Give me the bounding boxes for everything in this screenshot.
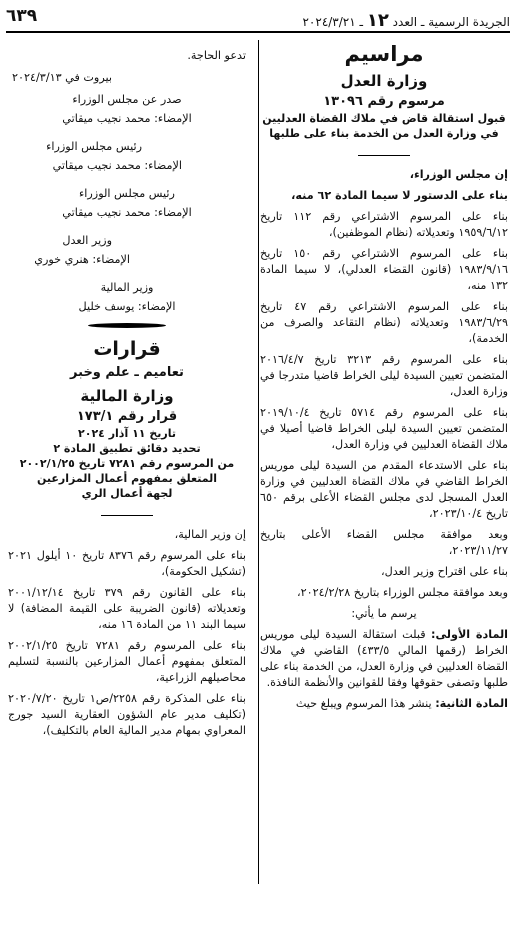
decision-preamble-line: بناء على القانون رقم ٣٧٩ تاريخ ٢٠٠١/١٢/١٤ وتعديلاته (قانون الضريبة على القيمة المضافة) لا سيما البند ١١ من المادة ١٦ منه،: [8, 586, 247, 631]
place-date: بيروت في ٢٠٢٤/٣/١٣: [12, 71, 112, 84]
article-2: [260, 696, 508, 712]
article-1: [260, 627, 508, 691]
decision-preamble-line: بناء على المرسوم رقم ٨٣٧٦ تاريخ ١٠ أيلول ٢٠٢١ (تشكيل الحكومة)،: [8, 549, 246, 578]
decision-preamble-line: إن وزير المالية،: [174, 528, 246, 541]
decree-preamble-line: إن مجلس الوزراء،: [409, 168, 508, 181]
decision-date: تاريخ ١١ آذار ٢٠٢٤: [78, 427, 176, 440]
gazette-name: الجريدة الرسمية ـ العدد: [392, 15, 510, 29]
decision-preamble-line: بناء على المرسوم رقم ٧٢٨١ تاريخ ٢٠٠٢/١/٢٥ المتعلق بمفهوم أعمال المزارعين بالنسبة لتسليم محاصيلهم الزراعية،: [8, 639, 246, 684]
ornament-divider: [8, 319, 246, 331]
decree-preamble-line: بناء على الاستدعاء المقدم من السيدة ليلى موريس الخراط القاضي في ملاك القضاة العدليين في وزارة العدل المسجل لدى مجلس القضاء الأعلى برقم ٦٥٠ تاريخ ٢٠٢٣/١٠/٤،: [260, 459, 508, 520]
subject-dash: [260, 145, 508, 161]
decision-subject-line: لجهة أعمال الري: [81, 487, 173, 500]
continuation-text: تدعو الحاجة.: [187, 49, 246, 62]
decision-subject-line: تحديد دقائق تطبيق المادة ٢: [53, 442, 201, 455]
decree-preamble-line: وبعد موافقة مجلس الوزراء بتاريخ ٢٠٢٤/٢/٢٨،: [297, 586, 508, 599]
header-rule: [6, 31, 510, 33]
section-title-decisions: قرارات: [93, 338, 161, 360]
signature-title: وزير المالية: [100, 281, 154, 294]
signature-name: الإمضاء: محمد نجيب ميقاتي: [52, 159, 182, 172]
decision-subject-line: من المرسوم رقم ٧٢٨١ تاريخ ٢٠٠٢/١/٢٥: [19, 457, 235, 470]
section-subtitle: تعاميم ـ علم وخبر: [70, 365, 184, 380]
page-number: ٦٣٩: [6, 6, 38, 26]
decree-preamble-line: بناء على المرسوم الاشتراعي رقم ١١٢ تاريخ ١٩٥٩/٦/١٢ وتعديلاته (نظام الموظفين)،: [260, 210, 508, 239]
article-1-text: قبلت استقالة السيدة ليلى موريس الخراط (رقمها المالي ٤٣٣/٥) القاضي في ملاك القضاة العدليين في وزارة العدل، من الخدمة بناء على طلبها وتصفى حقوقها وفقا للقوانين والأنظمة النافذة.: [260, 628, 508, 689]
article-1-label: المادة الأولى:: [431, 628, 509, 641]
decree-clause: يرسم ما يأتي:: [351, 607, 417, 620]
section-title-decrees: مراسيم: [344, 42, 424, 66]
issue-date: ـ ٢٠٢٤/٣/٢١: [302, 15, 364, 29]
decree-preamble-line: وبعد موافقة مجلس القضاء الأعلى بتاريخ ٢٠٢٣/١١/٢٧،: [260, 528, 508, 557]
gazette-title: [302, 10, 510, 31]
right-column: [260, 40, 508, 717]
signature-name: الإمضاء: يوسف خليل: [78, 300, 176, 313]
ministry-title: وزارة المالية: [80, 387, 174, 405]
signature-name: الإمضاء: محمد نجيب ميقاتي: [62, 112, 192, 125]
left-column: [8, 48, 246, 744]
signature-title: صدر عن مجلس الوزراء: [72, 93, 182, 106]
decision-number: قرار رقم ١٧٣/١: [76, 409, 178, 424]
decree-preamble-line: بناء على اقتراح وزير العدل،: [380, 565, 508, 578]
article-2-text: ينشر هذا المرسوم ويبلغ حيث: [295, 697, 436, 710]
signature-title: وزير العدل: [62, 234, 112, 247]
page-header: [6, 4, 510, 30]
article-2-label: المادة الثانية:: [435, 697, 508, 710]
signature-title: رئيس مجلس الوزراء: [79, 187, 175, 200]
decree-preamble-line: بناء على المرسوم رقم ٥٧١٤ تاريخ ٢٠١٩/١٠/٤ المتضمن تعيين السيدة ليلى الخراط قاضيا أصيلا في ملاك القضاة العدليين في وزارة العدل،: [260, 406, 509, 451]
decree-preamble-line: بناء على المرسوم الاشتراعي رقم ٤٧ تاريخ ١٩٨٣/٦/٢٩ وتعديلاته (نظام التقاعد والصرف من الخدمة)،: [260, 300, 508, 345]
subject-dash: [8, 505, 246, 521]
decree-number: مرسوم رقم ١٣٠٩٦: [323, 94, 445, 109]
column-divider: [258, 40, 259, 884]
decision-preamble-line: بناء على المذكرة رقم ٢٢٥٨/ص١ تاريخ ٢٠٢٠/٧/٢٠ (تكليف مدير عام الشؤون العقارية السيد جورج المعراوي بمهام مدير المالية العام بالتكليف)،: [8, 692, 246, 737]
decree-preamble-line: بناء على المرسوم رقم ٣٢١٣ تاريخ ٢٠١٦/٤/٧ المتضمن تعيين السيدة ليلى الخراط قاضيا متدرجا في وزارة العدل،: [260, 353, 508, 398]
signature-name: الإمضاء: هنري خوري: [34, 253, 130, 266]
decree-subject: قبول استقالة قاض في ملاك القضاة العدليين في وزارة العدل من الخدمة بناء على طلبها: [262, 112, 506, 140]
ministry-title: وزارة العدل: [340, 72, 428, 90]
decree-preamble-line: بناء على المرسوم الاشتراعي رقم ١٥٠ تاريخ ١٩٨٣/٩/١٦ (قانون القضاء العدلي)، لا سيما المادة ١٣٢ منه،: [260, 247, 508, 292]
decision-subject-line: المتعلق بمفهوم أعمال المزارعين: [37, 472, 217, 485]
decree-preamble-line: بناء على الدستور لا سيما المادة ٦٢ منه،: [291, 189, 508, 202]
issue-number: ١٢: [366, 10, 389, 31]
signature-title: رئيس مجلس الوزراء: [46, 140, 142, 153]
signature-name: الإمضاء: محمد نجيب ميقاتي: [62, 206, 192, 219]
